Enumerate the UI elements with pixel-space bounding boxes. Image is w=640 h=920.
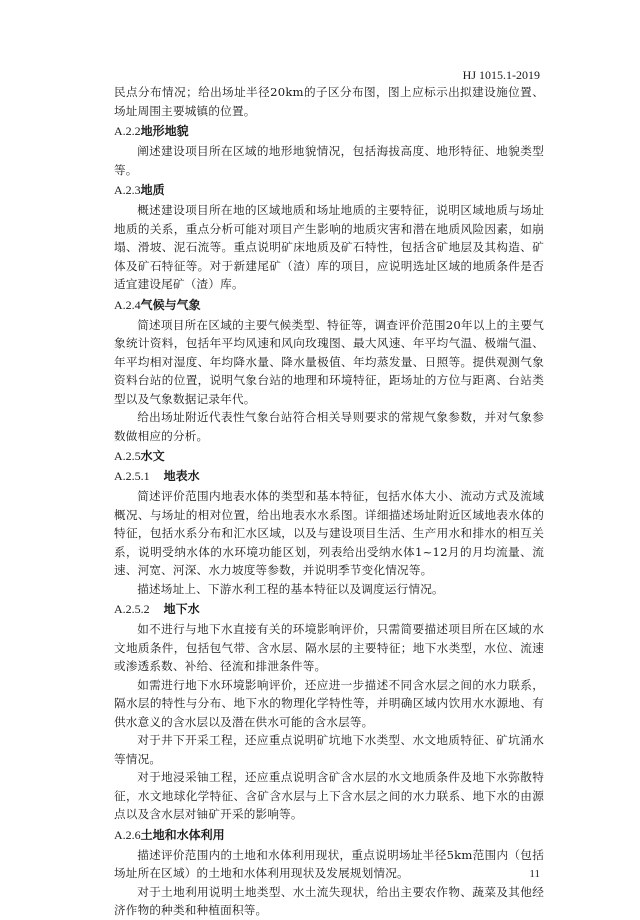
section-title: 地质: [140, 183, 165, 197]
subsection-heading: [114, 467, 544, 485]
section-number: A.2.6: [114, 827, 141, 842]
paragraph: 如不进行与地下水直接有关的环境影响评价，只需简要描述项目所在区域的水文地质条件，包括包气带、含水层、隔水层的主要特征；地下水类型，水位、流速或渗透系数、补给、径流和排泄条件等。: [114, 622, 544, 673]
section-heading: [114, 447, 544, 465]
section-title: 地形地貌: [140, 124, 189, 138]
paragraph: 描述场址上、下游水利工程的基本特征以及调度运行情况。: [137, 581, 444, 596]
paragraph: 简述项目所在区域的主要气候类型、特征等，调查评价范围20年以上的主要气象统计资料，包括年平均风速和风向玫瑰图、最大风速、年平均气温、极端气温、年平均相对湿度、年均降水量、降水量极值、年均蒸发量、日照等。提供观测气象资料台站的位置，说明气象台站的地理和环境特征，距场址的方位与距离、台站类型以及气象数据记录年代。: [114, 317, 544, 406]
section-heading: [114, 122, 544, 140]
section-title: 地表水: [163, 469, 200, 483]
document-body: [114, 83, 544, 920]
section-number: A.2.5.2: [114, 602, 150, 616]
standard-code: HJ 1015.1-2019: [462, 68, 540, 82]
section-heading: [114, 826, 544, 844]
paragraph: 给出场址附近代表性气象台站符合相关导则要求的常规气象参数，并对气象参数做相应的分析。: [114, 410, 544, 443]
section-title: 土地和水体利用: [140, 827, 225, 842]
section-title: 水文: [140, 449, 165, 463]
section-heading: [114, 296, 544, 314]
paragraph: 对于土地利用说明土地类型、水土流失现状，给出主要农作物、蔬菜及其他经济作物的种类和种植面积等。: [114, 884, 544, 917]
paragraph: 对于地浸采铀工程，还应重点说明含矿含水层的水文地质条件及地下水弥散特征，水文地球化学特征、含矿含水层与上下含水层之间的水力联系、地下水的由源点以及含水层对铀矿开采的影响等。: [114, 770, 544, 821]
page-number: 11: [529, 868, 540, 880]
section-number: A.2.5: [114, 449, 141, 463]
paragraph: 对于井下开采工程，还应重点说明矿坑地下水类型、水文地质特征、矿坑涌水等情况。: [114, 733, 544, 766]
paragraph: 民点分布情况；给出场址半径20km的子区分布图，图上应标示出拟建设施位置、场址周围主要城镇的位置。: [114, 85, 544, 118]
section-number: A.2.5.1: [114, 469, 150, 483]
section-number: A.2.4: [114, 297, 141, 312]
paragraph: 描述评价范围内的土地和水体利用现状，重点说明场址半径5km范围内（包括场址所在区域）的土地和水体利用现状及发展规划情况。: [114, 847, 544, 880]
section-number: A.2.3: [114, 183, 141, 197]
subsection-heading: [114, 600, 544, 618]
paragraph: 简述评价范围内地表水体的类型和基本特征，包括水体大小、流动方式及流域概况、与场址的相对位置，给出地表水水系图。详细描述场址附近区域地表水体的特征，包括水系分布和汇水区域，以及与建设项目生活、生产用水和排水的相互关系，说明受纳水体的水环境功能区划，列表给出受纳水体1~12月的月均流量、流速、河宽、河深、水力坡度等参数，并说明季节变化情况等。: [114, 489, 544, 577]
section-number: A.2.2: [114, 124, 141, 138]
paragraph: 如需进行地下水环境影响评价，还应进一步描述不同含水层之间的水力联系，隔水层的特性与分布、地下水的物理化学特性等，并明确区域内饮用水水源地、有供水意义的含水层以及潜在供水可能的含水层等。: [114, 677, 544, 729]
section-heading: [114, 181, 544, 199]
section-title: 地下水: [163, 602, 200, 616]
paragraph: 概述建设项目所在地的区域地质和场址地质的主要特征，说明区域地质与场址地质的关系，重点分析可能对项目产生影响的地质灾害和潜在地质风险因素，如崩塌、滑坡、泥石流等。重点说明矿床地质及矿石特性，包括含矿地层及其构造、矿体及矿石特征等。对于新建尾矿（渣）库的项目，应说明选址区域的地质条件是否适宜建设尾矿（渣）库。: [114, 203, 544, 291]
paragraph: 阐述建设项目所在区域的地形地貌情况，包括海拔高度、地形特征、地貌类型等。: [114, 144, 544, 177]
section-title: 气候与气象: [140, 297, 201, 312]
